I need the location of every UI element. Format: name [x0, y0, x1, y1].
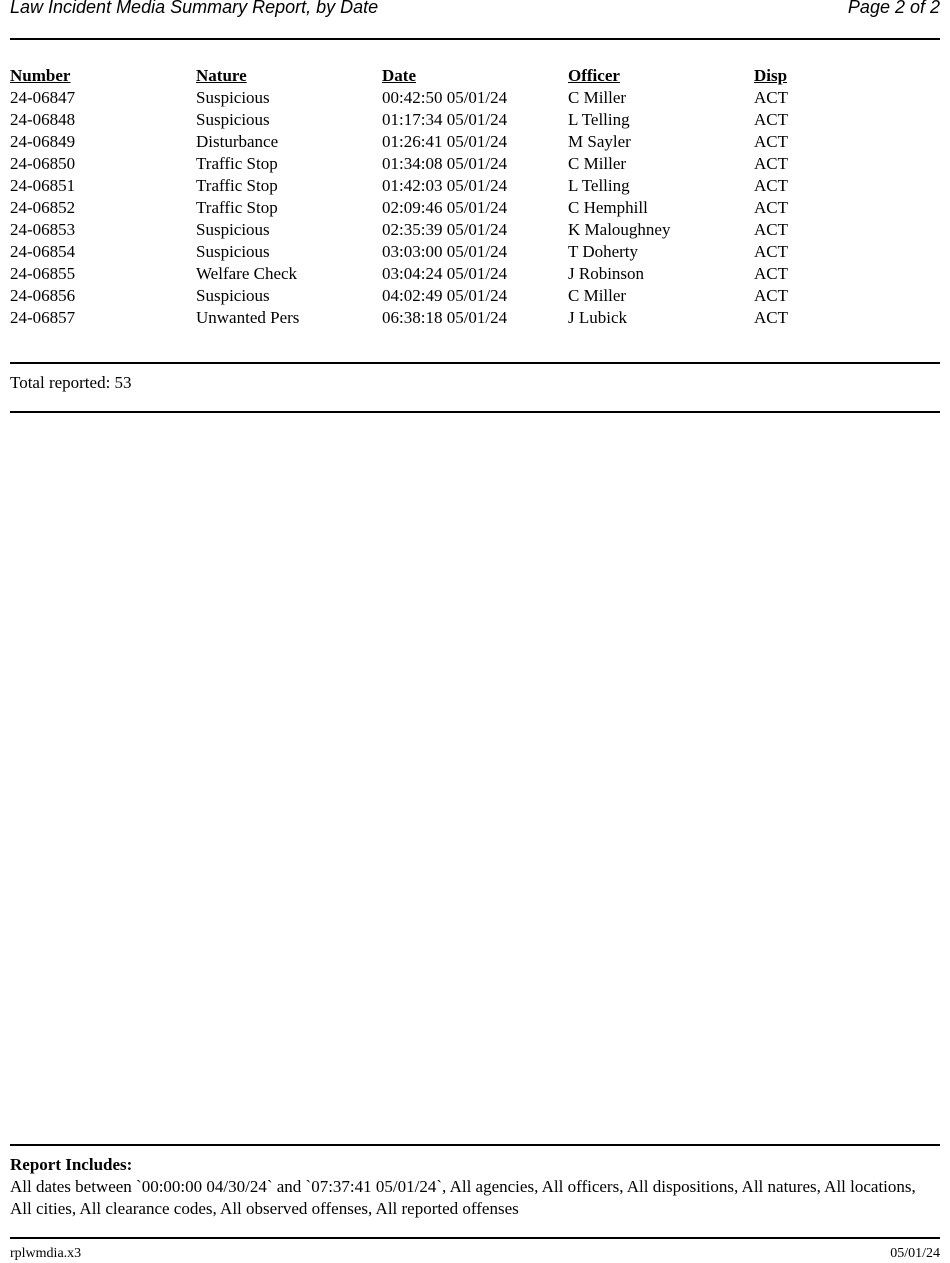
cell-date: 06:38:18 05/01/24 [382, 308, 508, 327]
cell-nature: Unwanted Pers [196, 308, 300, 327]
cell-date: 03:04:24 05/01/24 [382, 264, 508, 283]
cell-nature: Suspicious [196, 220, 270, 239]
incident-table [10, 65, 940, 329]
cell-officer: M Sayler [568, 132, 631, 151]
cell-number: 24-06856 [10, 286, 76, 305]
column-header-date: Date [382, 66, 416, 85]
summary-top-divider [10, 362, 940, 364]
cell-disp: ACT [754, 264, 788, 283]
table-row [10, 131, 940, 153]
cell-number: 24-06855 [10, 264, 76, 283]
report-includes-section [10, 1154, 940, 1220]
cell-disp: ACT [754, 198, 788, 217]
cell-officer: T Doherty [568, 242, 639, 261]
cell-nature: Suspicious [196, 88, 270, 107]
report-file-name: rplwmdia.x3 [10, 1246, 82, 1261]
cell-number: 24-06848 [10, 110, 76, 129]
page-number: Page 2 of 2 [847, 0, 940, 17]
cell-officer: C Miller [568, 88, 627, 107]
table-row [10, 285, 940, 307]
cell-nature: Suspicious [196, 110, 270, 129]
cell-number: 24-06847 [10, 88, 76, 107]
table-row [10, 175, 940, 197]
cell-nature: Suspicious [196, 242, 270, 261]
cell-nature: Traffic Stop [196, 154, 278, 173]
cell-date: 04:02:49 05/01/24 [382, 286, 508, 305]
table-row [10, 153, 940, 175]
cell-date: 01:17:34 05/01/24 [382, 110, 508, 129]
table-header-row [10, 65, 940, 87]
header-divider [10, 38, 940, 40]
cell-date: 02:09:46 05/01/24 [382, 198, 508, 217]
cell-disp: ACT [754, 176, 788, 195]
report-title: Law Incident Media Summary Report, by Date [10, 0, 379, 17]
table-row [10, 197, 940, 219]
column-header-nature: Nature [196, 66, 247, 85]
cell-disp: ACT [754, 242, 788, 261]
table-row [10, 219, 940, 241]
cell-disp: ACT [754, 110, 788, 129]
cell-officer: L Telling [568, 176, 630, 195]
cell-nature: Suspicious [196, 286, 270, 305]
cell-date: 01:26:41 05/01/24 [382, 132, 508, 151]
total-reported: Total reported: 53 [10, 373, 132, 392]
table-row [10, 263, 940, 285]
cell-number: 24-06849 [10, 132, 76, 151]
cell-officer: J Lubick [568, 308, 628, 327]
table-row [10, 87, 940, 109]
cell-number: 24-06850 [10, 154, 76, 173]
cell-officer: J Robinson [568, 264, 645, 283]
report-includes-text: All dates between `00:00:00 04/30/24` and `07:37:41 05/01/24`, All agencies, All officers, All dispositions, All natures, All locations, All cities, All clearance codes, All observed offenses, All reported offenses [10, 1177, 916, 1218]
cell-date: 00:42:50 05/01/24 [382, 88, 508, 107]
column-header-disp: Disp [754, 66, 788, 85]
cell-date: 01:42:03 05/01/24 [382, 176, 508, 195]
cell-number: 24-06851 [10, 176, 76, 195]
footer-divider [10, 1237, 940, 1239]
cell-officer: K Maloughney [568, 220, 671, 239]
cell-number: 24-06853 [10, 220, 76, 239]
cell-nature: Traffic Stop [196, 176, 278, 195]
cell-number: 24-06852 [10, 198, 76, 217]
table-row [10, 307, 940, 329]
cell-date: 01:34:08 05/01/24 [382, 154, 508, 173]
cell-disp: ACT [754, 308, 788, 327]
cell-disp: ACT [754, 286, 788, 305]
cell-number: 24-06854 [10, 242, 76, 261]
cell-date: 02:35:39 05/01/24 [382, 220, 508, 239]
report-includes-heading: Report Includes: [10, 1155, 133, 1174]
cell-officer: C Miller [568, 154, 627, 173]
cell-disp: ACT [754, 88, 788, 107]
cell-officer: L Telling [568, 110, 630, 129]
cell-disp: ACT [754, 220, 788, 239]
print-date: 05/01/24 [890, 1246, 940, 1261]
cell-date: 03:03:00 05/01/24 [382, 242, 508, 261]
column-header-officer: Officer [568, 66, 620, 85]
table-row [10, 241, 940, 263]
cell-nature: Welfare Check [196, 264, 298, 283]
cell-nature: Traffic Stop [196, 198, 278, 217]
cell-officer: C Hemphill [568, 198, 648, 217]
cell-nature: Disturbance [196, 132, 279, 151]
table-row [10, 109, 940, 131]
cell-officer: C Miller [568, 286, 627, 305]
cell-disp: ACT [754, 154, 788, 173]
cell-number: 24-06857 [10, 308, 76, 327]
column-header-number: Number [10, 66, 71, 85]
report-includes-divider [10, 1144, 940, 1146]
summary-bottom-divider [10, 411, 940, 413]
cell-disp: ACT [754, 132, 788, 151]
